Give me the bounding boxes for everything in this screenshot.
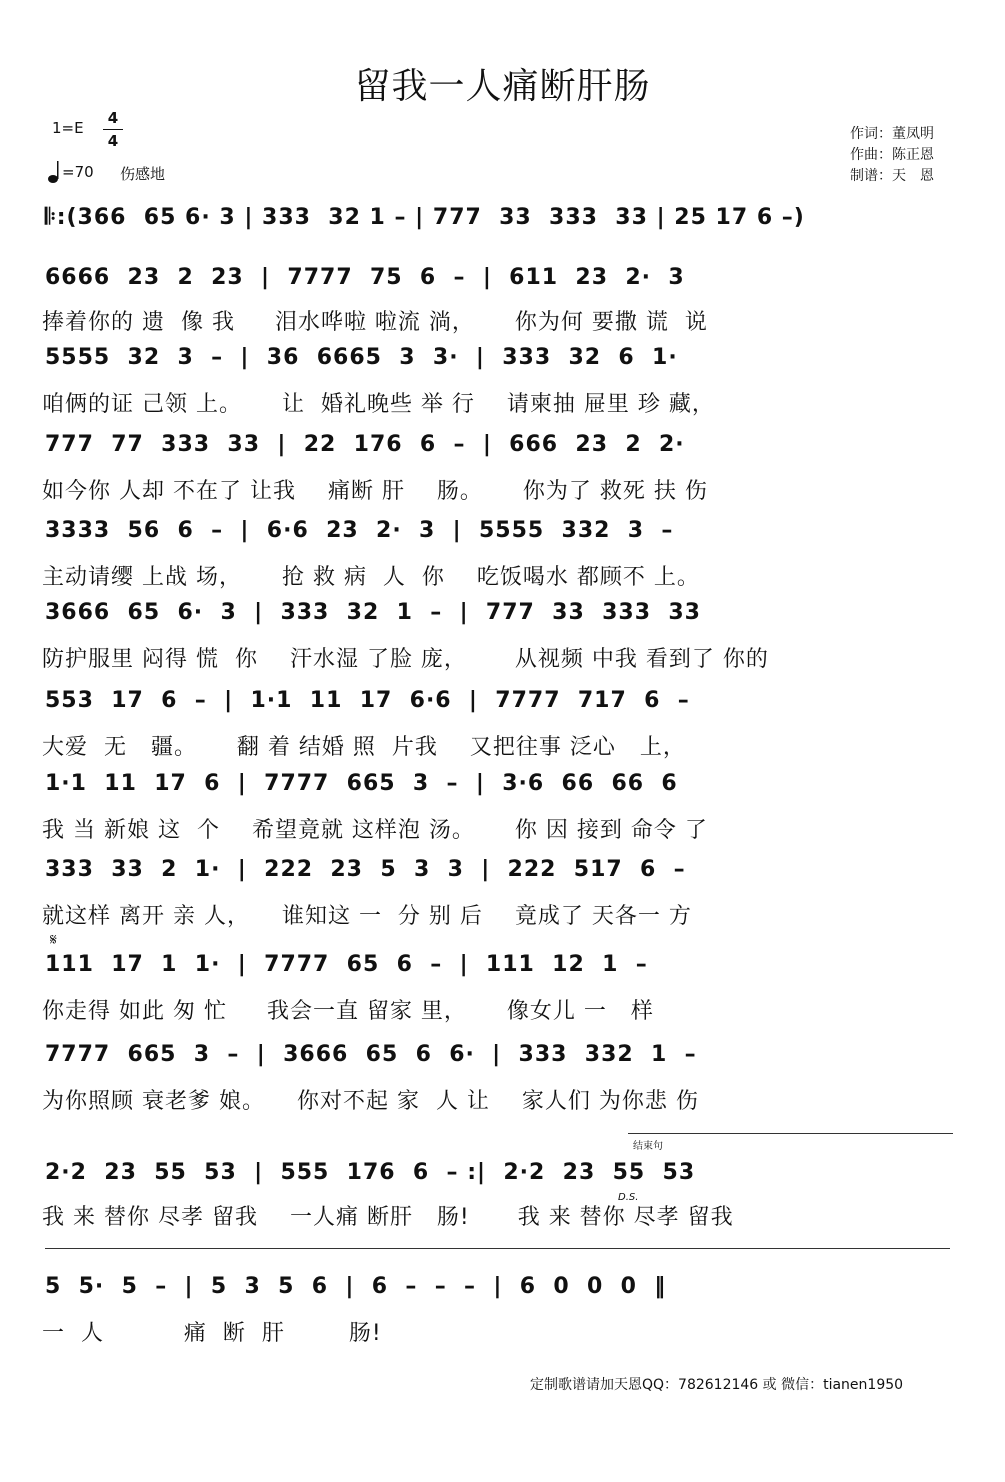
lyric-line: 咱俩的证 己领 上。 让 婚礼晚些 举 行 请柬抽 屉里 珍 藏， <box>42 392 715 417</box>
note-line: 5555 32 3 – | 36 6665 3 3· | 333 32 6 1· <box>45 345 678 370</box>
ds-marking: D.S. <box>618 1192 639 1203</box>
note-line: 553 17 6 – | 1·1 11 17 6·6 | 7777 717 6 – <box>45 688 690 713</box>
lyric-line: 捧着你的 遗 像 我 泪水哗啦 啦流 淌， 你为何 要撒 谎 说 <box>42 310 708 335</box>
tempo: =70 <box>62 163 94 181</box>
song-title: 留我一人痛断肝肠 <box>354 66 651 107</box>
lyric-line: 大爱 无 疆。 翻 着 结婚 照 片我 又把往事 泛心 上， <box>42 735 686 760</box>
arranger-credit: 制谱：天 恩 <box>850 168 934 184</box>
key-signature: 1=E <box>52 119 84 137</box>
lyric-line: 你走得 如此 匆 忙 我会一直 留家 里， 像女儿 一 样 <box>42 999 654 1024</box>
ending-label: 结束句 <box>633 1141 663 1152</box>
note-line: 5 5· 5 – | 5 3 5 6 | 6 – – – | 6 0 0 0 ‖ <box>45 1274 667 1299</box>
lyric-line: 一 人 痛 断 肝 肠! <box>42 1321 382 1346</box>
time-signature <box>103 108 123 151</box>
lyric-line: 就这样 离开 亲 人， 谁知这 一 分 别 后 竟成了 天各一 方 <box>42 904 692 929</box>
note-line: 1·1 11 17 6 | 7777 665 3 – | 3·6 66 66 6 <box>45 771 678 796</box>
footer-contact: 定制歌谱请加天恩QQ：782612146 或 微信：tianen1950 <box>530 1377 904 1393</box>
note-line: 7777 665 3 – | 3666 65 6 6· | 333 332 1 – <box>45 1042 697 1067</box>
time-sig-top: 4 <box>107 109 119 127</box>
ending-bracket <box>628 1133 953 1134</box>
note-line: 2·2 23 55 53 | 555 176 6 – :| 2·2 23 55 53 <box>45 1160 696 1185</box>
mood-marking: 伤感地 <box>120 165 166 183</box>
note-line: 6666 23 2 23 | 7777 75 6 – | 611 23 2· 3 <box>45 265 685 290</box>
lyric-line: 主动请缨 上战 场， 抢 救 病 人 你 吃饭喝水 都顾不 上。 <box>42 565 700 590</box>
note-line: 3333 56 6 – | 6·6 23 2· 3 | 5555 332 3 – <box>45 518 674 543</box>
note-line: 3666 65 6· 3 | 333 32 1 – | 777 33 333 33 <box>45 600 701 625</box>
time-sig-bottom: 4 <box>107 132 119 150</box>
lyric-line: 为你照顾 衰老爹 娘。 你对不起 家 人 让 家人们 为你悲 伤 <box>42 1089 699 1114</box>
note-line: 𝄆:(366 65 6· 3 | 333 32 1 – | 777 33 333 33 | 25 17 6 –) <box>45 205 805 230</box>
lyric-line: 我 来 替你 尽孝 留我 一人痛 断肝 肠! 我 来 替你 尽孝 留我 <box>42 1205 734 1230</box>
time-sig-bar <box>103 129 123 130</box>
note-line: 333 33 2 1· | 222 23 5 3 3 | 222 517 6 – <box>45 857 686 882</box>
lyric-line: 我 当 新娘 这 个 希望竟就 这样泡 汤。 你 因 接到 命令 了 <box>42 818 708 843</box>
composer-credit: 作曲：陈正恩 <box>850 147 934 163</box>
lyricist-credit: 作词：董凤明 <box>850 126 934 142</box>
segno-sign: 𝄋 <box>50 930 57 949</box>
quarter-note-icon <box>48 160 62 184</box>
lyric-line: 防护服里 闷得 慌 你 汗水湿 了脸 庞， 从视频 中我 看到了 你的 <box>42 647 769 672</box>
ending-bracket-continuation <box>45 1248 950 1249</box>
note-line: 111 17 1 1· | 7777 65 6 – | 111 12 1 – <box>45 952 648 977</box>
note-line: 777 77 333 33 | 22 176 6 – | 666 23 2 2· <box>45 432 685 457</box>
lyric-line: 如今你 人却 不在了 让我 痛断 肝 肠。 你为了 救死 扶 伤 <box>42 479 708 504</box>
